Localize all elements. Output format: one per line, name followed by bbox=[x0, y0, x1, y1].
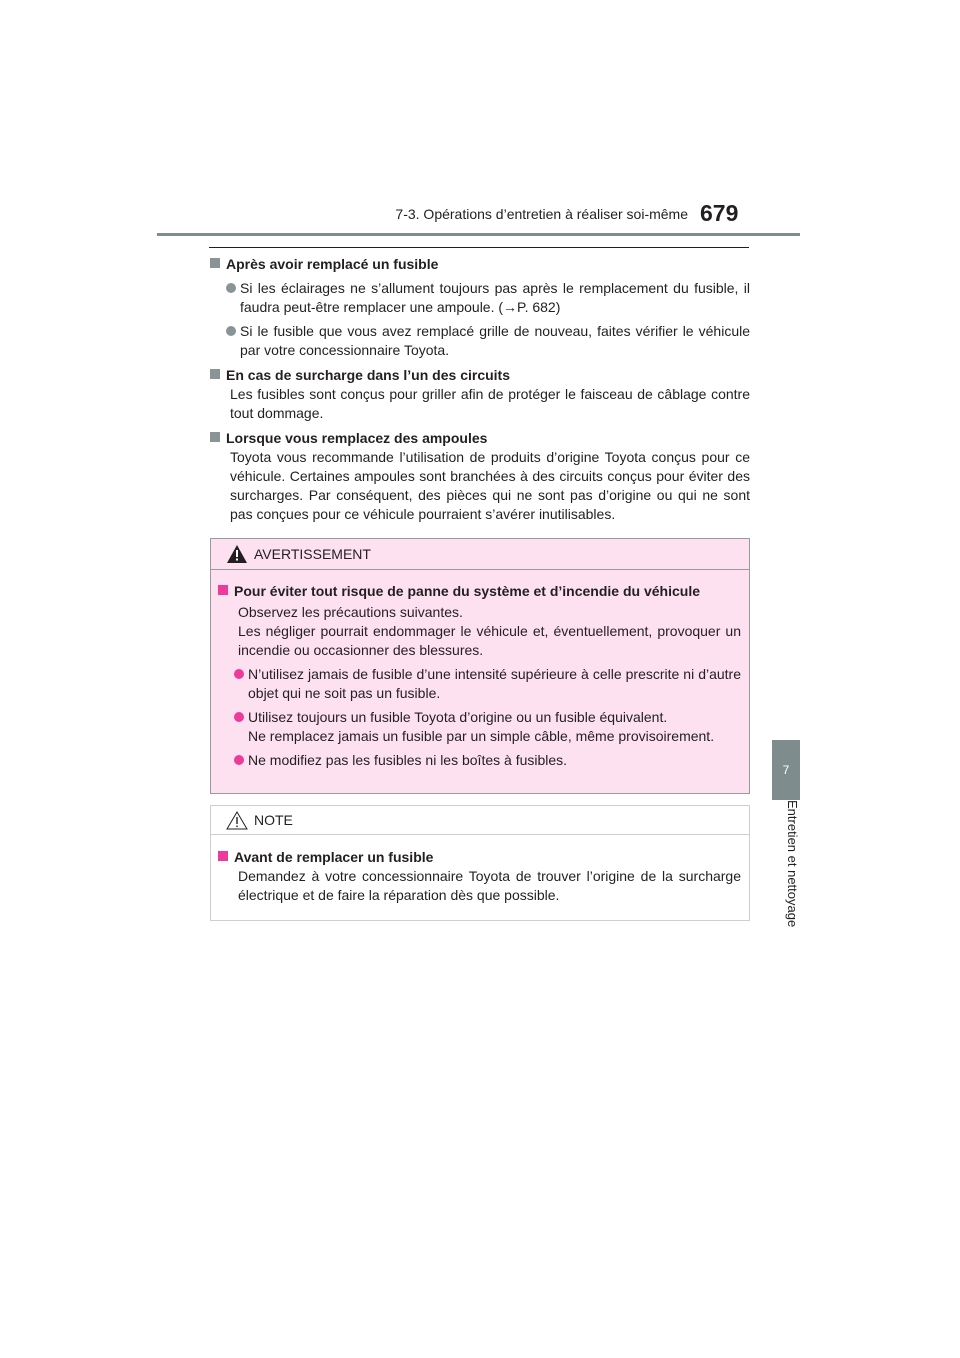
note-paragraph: Demandez à votre concessionnaire Toyota de trouver l’origine de la surcharge électrique et de faire la réparation dès que possible. bbox=[238, 868, 741, 903]
round-bullet-icon bbox=[226, 326, 236, 336]
round-bullet-icon bbox=[226, 283, 236, 293]
list-item-text: Si les éclairages ne s’allument toujours pas après le remplacement du fusible, il faudra peut-être remplacer une ampoule. (→P. 682) bbox=[240, 280, 750, 315]
header-section-title: 7-3. Opérations d’entretien à réaliser soi-même bbox=[395, 206, 688, 222]
header-rule bbox=[157, 233, 800, 236]
section-heading-text: Lorsque vous remplacez des ampoules bbox=[226, 430, 488, 446]
list-item bbox=[210, 322, 750, 360]
chapter-tab: 7 bbox=[772, 740, 800, 800]
note-box bbox=[210, 805, 750, 921]
chapter-label: Entretien et nettoyage bbox=[785, 800, 800, 928]
section-heading bbox=[210, 366, 750, 385]
note-heading bbox=[218, 848, 741, 867]
list-item-text: Ne modifiez pas les fusibles ni les boîtes à fusibles. bbox=[248, 752, 568, 768]
square-bullet-icon bbox=[210, 369, 220, 379]
section-heading-text: En cas de surcharge dans l’un des circuits bbox=[226, 367, 510, 383]
list-item-text: N’utilisez jamais de fusible d’une intensité supérieure à celle prescrite ni d’autre objet qui ne soit pas un fusible. bbox=[248, 666, 741, 701]
list-item-text: Si le fusible que vous avez remplacé grille de nouveau, faites vérifier le véhicule par votre concessionnaire Toyota. bbox=[240, 323, 750, 358]
note-header bbox=[211, 806, 749, 835]
round-bullet-icon bbox=[234, 755, 244, 765]
warning-intro: Observez les précautions suivantes. bbox=[238, 604, 463, 620]
warning-intro: Les négliger pourrait endommager le véhicule et, éventuellement, provoquer un incendie ou occasionner des blessures. bbox=[238, 623, 741, 658]
section-paragraph: Les fusibles sont conçus pour griller afin de protéger le faisceau de câblage contre tout dommage. bbox=[230, 386, 750, 421]
note-title: NOTE bbox=[254, 812, 293, 828]
warning-triangle-icon bbox=[227, 545, 247, 563]
square-bullet-icon bbox=[210, 432, 220, 442]
square-bullet-icon bbox=[218, 585, 228, 595]
warning-body bbox=[211, 570, 749, 770]
note-body bbox=[211, 835, 749, 905]
warning-title: AVERTISSEMENT bbox=[254, 546, 371, 562]
warning-heading-text: Pour éviter tout risque de panne du système et d’incendie du véhicule bbox=[234, 583, 700, 599]
square-bullet-icon bbox=[210, 258, 220, 268]
section-heading-text: Après avoir remplacé un fusible bbox=[226, 256, 439, 272]
list-item bbox=[218, 708, 741, 746]
section-paragraph: Toyota vous recommande l’utilisation de produits d’origine Toyota conçus pour ce véhicule. Certaines ampoules sont branchées à des circuits conçus pour éviter des surcharges. Par conséquent, des pièces qui ne sont pas d’origine ou qui ne sont pas conçues pour ce véhicule pourraient s’avérer inutilisables. bbox=[230, 449, 750, 522]
section-heading bbox=[210, 255, 750, 274]
list-item-text: Ne remplacez jamais un fusible par un simple câble, même provisoirement. bbox=[248, 728, 715, 744]
main-content bbox=[210, 255, 750, 524]
caution-outline-triangle-icon bbox=[226, 811, 248, 830]
note-heading-text: Avant de remplacer un fusible bbox=[234, 849, 434, 865]
list-item bbox=[218, 665, 741, 703]
square-bullet-icon bbox=[218, 851, 228, 861]
list-item bbox=[218, 751, 741, 770]
list-item-text: Utilisez toujours un fusible Toyota d’origine ou un fusible équivalent. bbox=[248, 709, 668, 725]
list-item bbox=[210, 279, 750, 317]
round-bullet-icon bbox=[234, 712, 244, 722]
content-rule bbox=[209, 247, 749, 248]
warning-heading bbox=[218, 582, 741, 601]
warning-header bbox=[211, 539, 749, 570]
section-heading bbox=[210, 429, 750, 448]
page-number: 679 bbox=[700, 200, 739, 226]
warning-box bbox=[210, 538, 750, 794]
round-bullet-icon bbox=[234, 669, 244, 679]
